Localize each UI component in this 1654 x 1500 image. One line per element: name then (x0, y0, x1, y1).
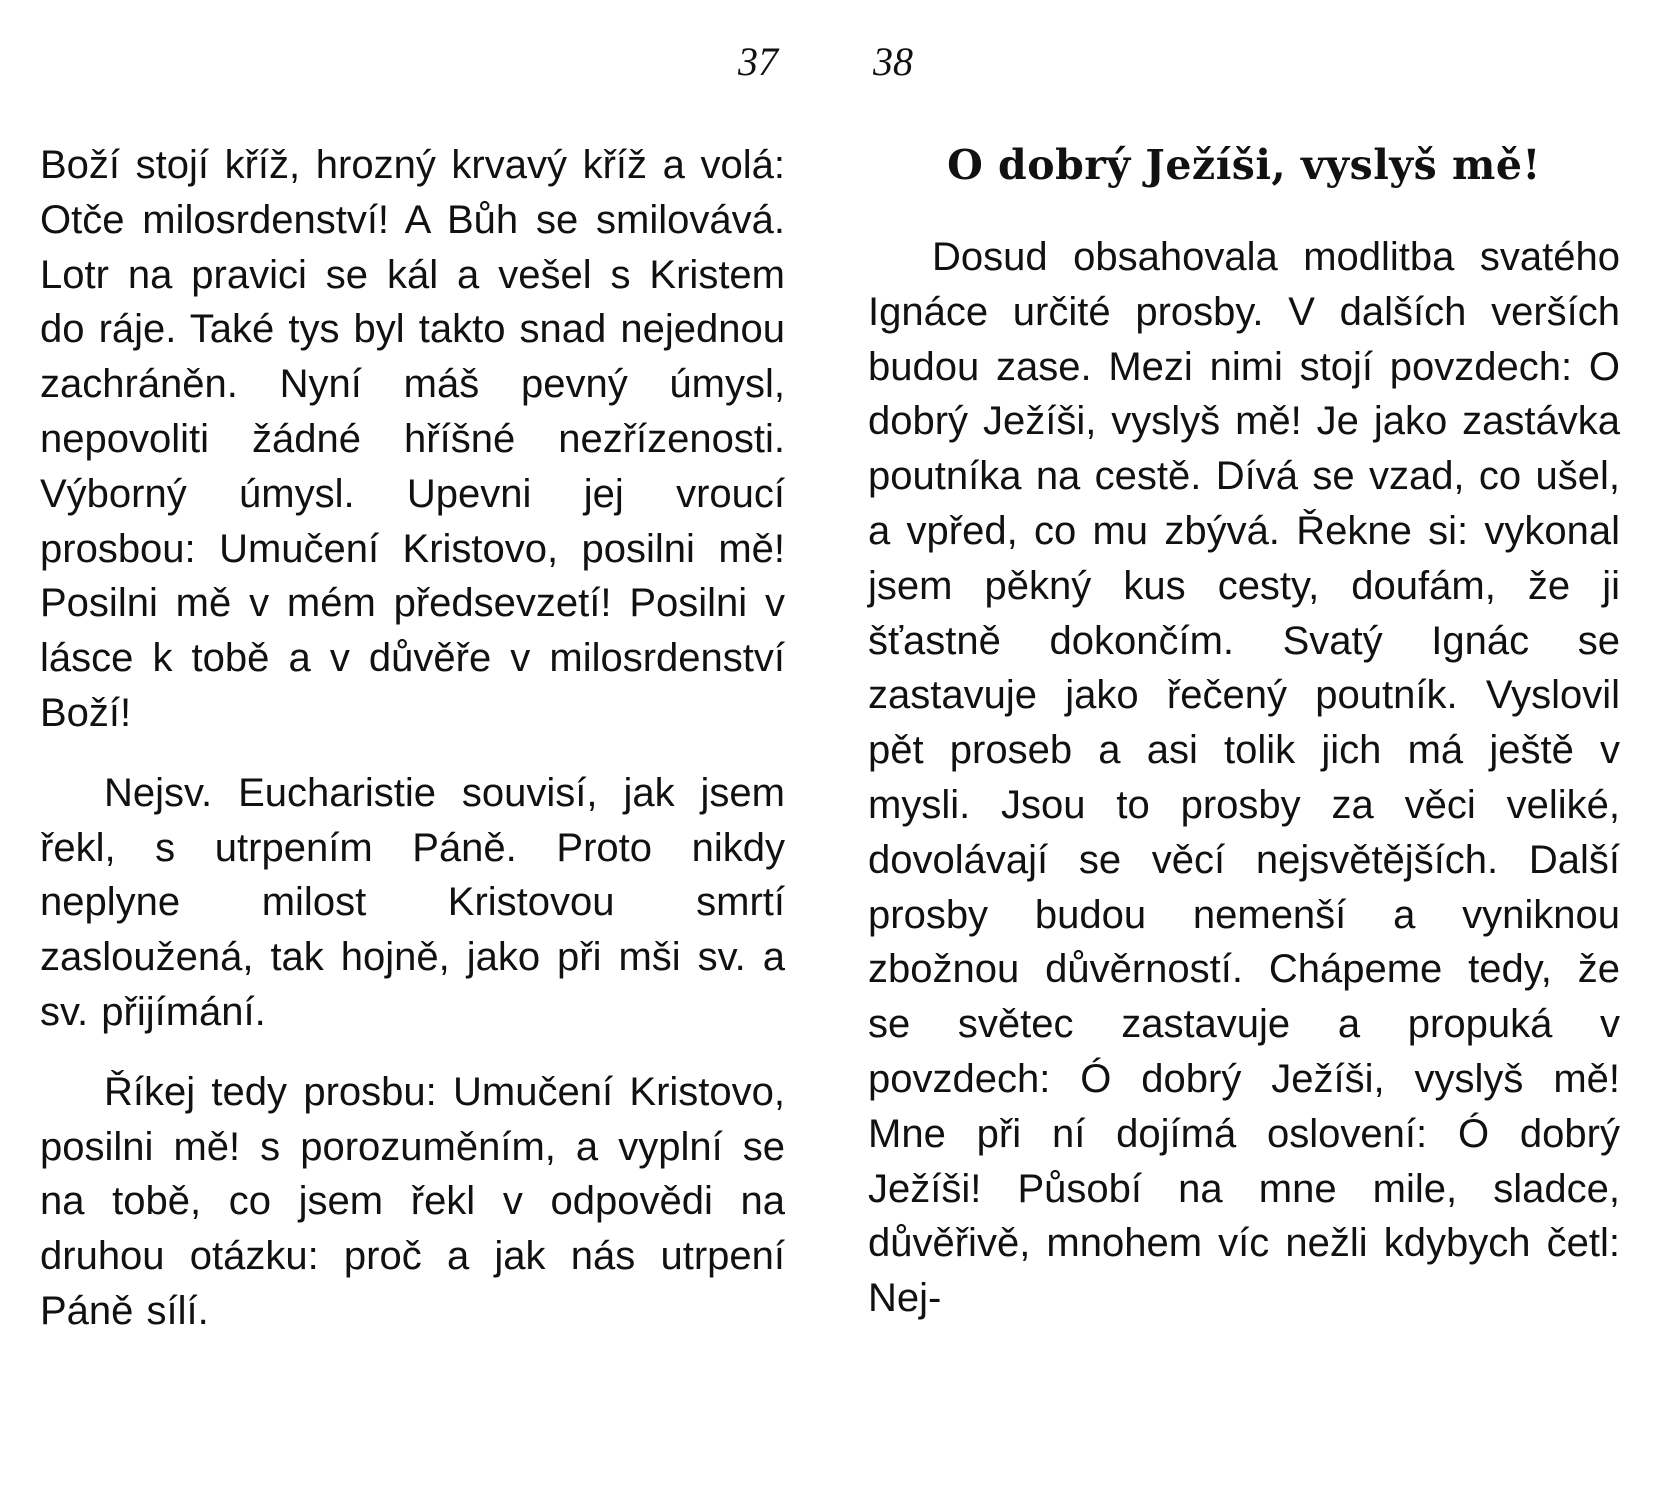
paragraph: Nejsv. Eucharistie souvisí, jak jsem řekl, s utrpením Páně. Proto nikdy neplyne milost Kristovou smrtí zasloužená, tak hojně, jako při mši sv. a sv. přijímání. (40, 770, 785, 1034)
left-page-column (40, 138, 785, 1339)
page-number-left: 37 (738, 39, 778, 84)
right-page-column (868, 138, 1620, 1326)
paragraph: Dosud obsahovala modlitba svatého Ignáce určité prosby. V dalších verších budou zase. Mezi nimi stojí povzdech: O dobrý Ježíši, vyslyš mě! Je jako zastávka poutníka na cestě. Dívá se vzad, co ušel, a vpřed, co mu zbývá. Řekne si: vykonal jsem pěkný kus cesty, doufám, že ji šťastně dokončím. Svatý Ignác se zastavuje jako řečený poutník. Vyslovil pět proseb a asi tolik jich má ještě v mysli. Jsou to prosby za věci veliké, dovolávají se věcí nejsvětějších. Další prosby budou nemenší a vyniknou zbožnou důvěrností. Chápeme tedy, že se světec zastavuje a propuká v povzdech: Ó dobrý Ježíši, vyslyš mě! Mne při ní dojímá oslovení: Ó dobrý Ježíši! Působí na mne mile, sladce, důvěřivě, mnohem víc nežli kdybych četl: Nej- (868, 235, 1620, 1321)
section-heading: O dobrý Ježíši, vyslyš mě! (947, 141, 1541, 189)
page-number-right: 38 (873, 39, 913, 84)
paragraph: Říkej tedy prosbu: Umučení Kristovo, posilni mě! s porozuměním, a vyplní se na tobě, co jsem řekl v odpovědi na druhou otázku: proč a jak nás utrpení Páně sílí. (40, 1069, 785, 1333)
paragraph: Boží stojí kříž, hrozný krvavý kříž a volá: Otče milosrdenství! A Bůh se smilovává. Lotr na pravici se kál a vešel s Kristem do ráje. Také tys byl takto snad nejednou zachráněn. Nyní máš pevný úmysl, nepovoliti žádné hříšné nezřízenosti. Výborný úmysl. Upevni jej vroucí prosbou: Umučení Kristovo, posilni mě! Posilni mě v mém předsevzetí! Posilni v lásce k tobě a v důvěře v milosrdenství Boží! (40, 143, 785, 735)
